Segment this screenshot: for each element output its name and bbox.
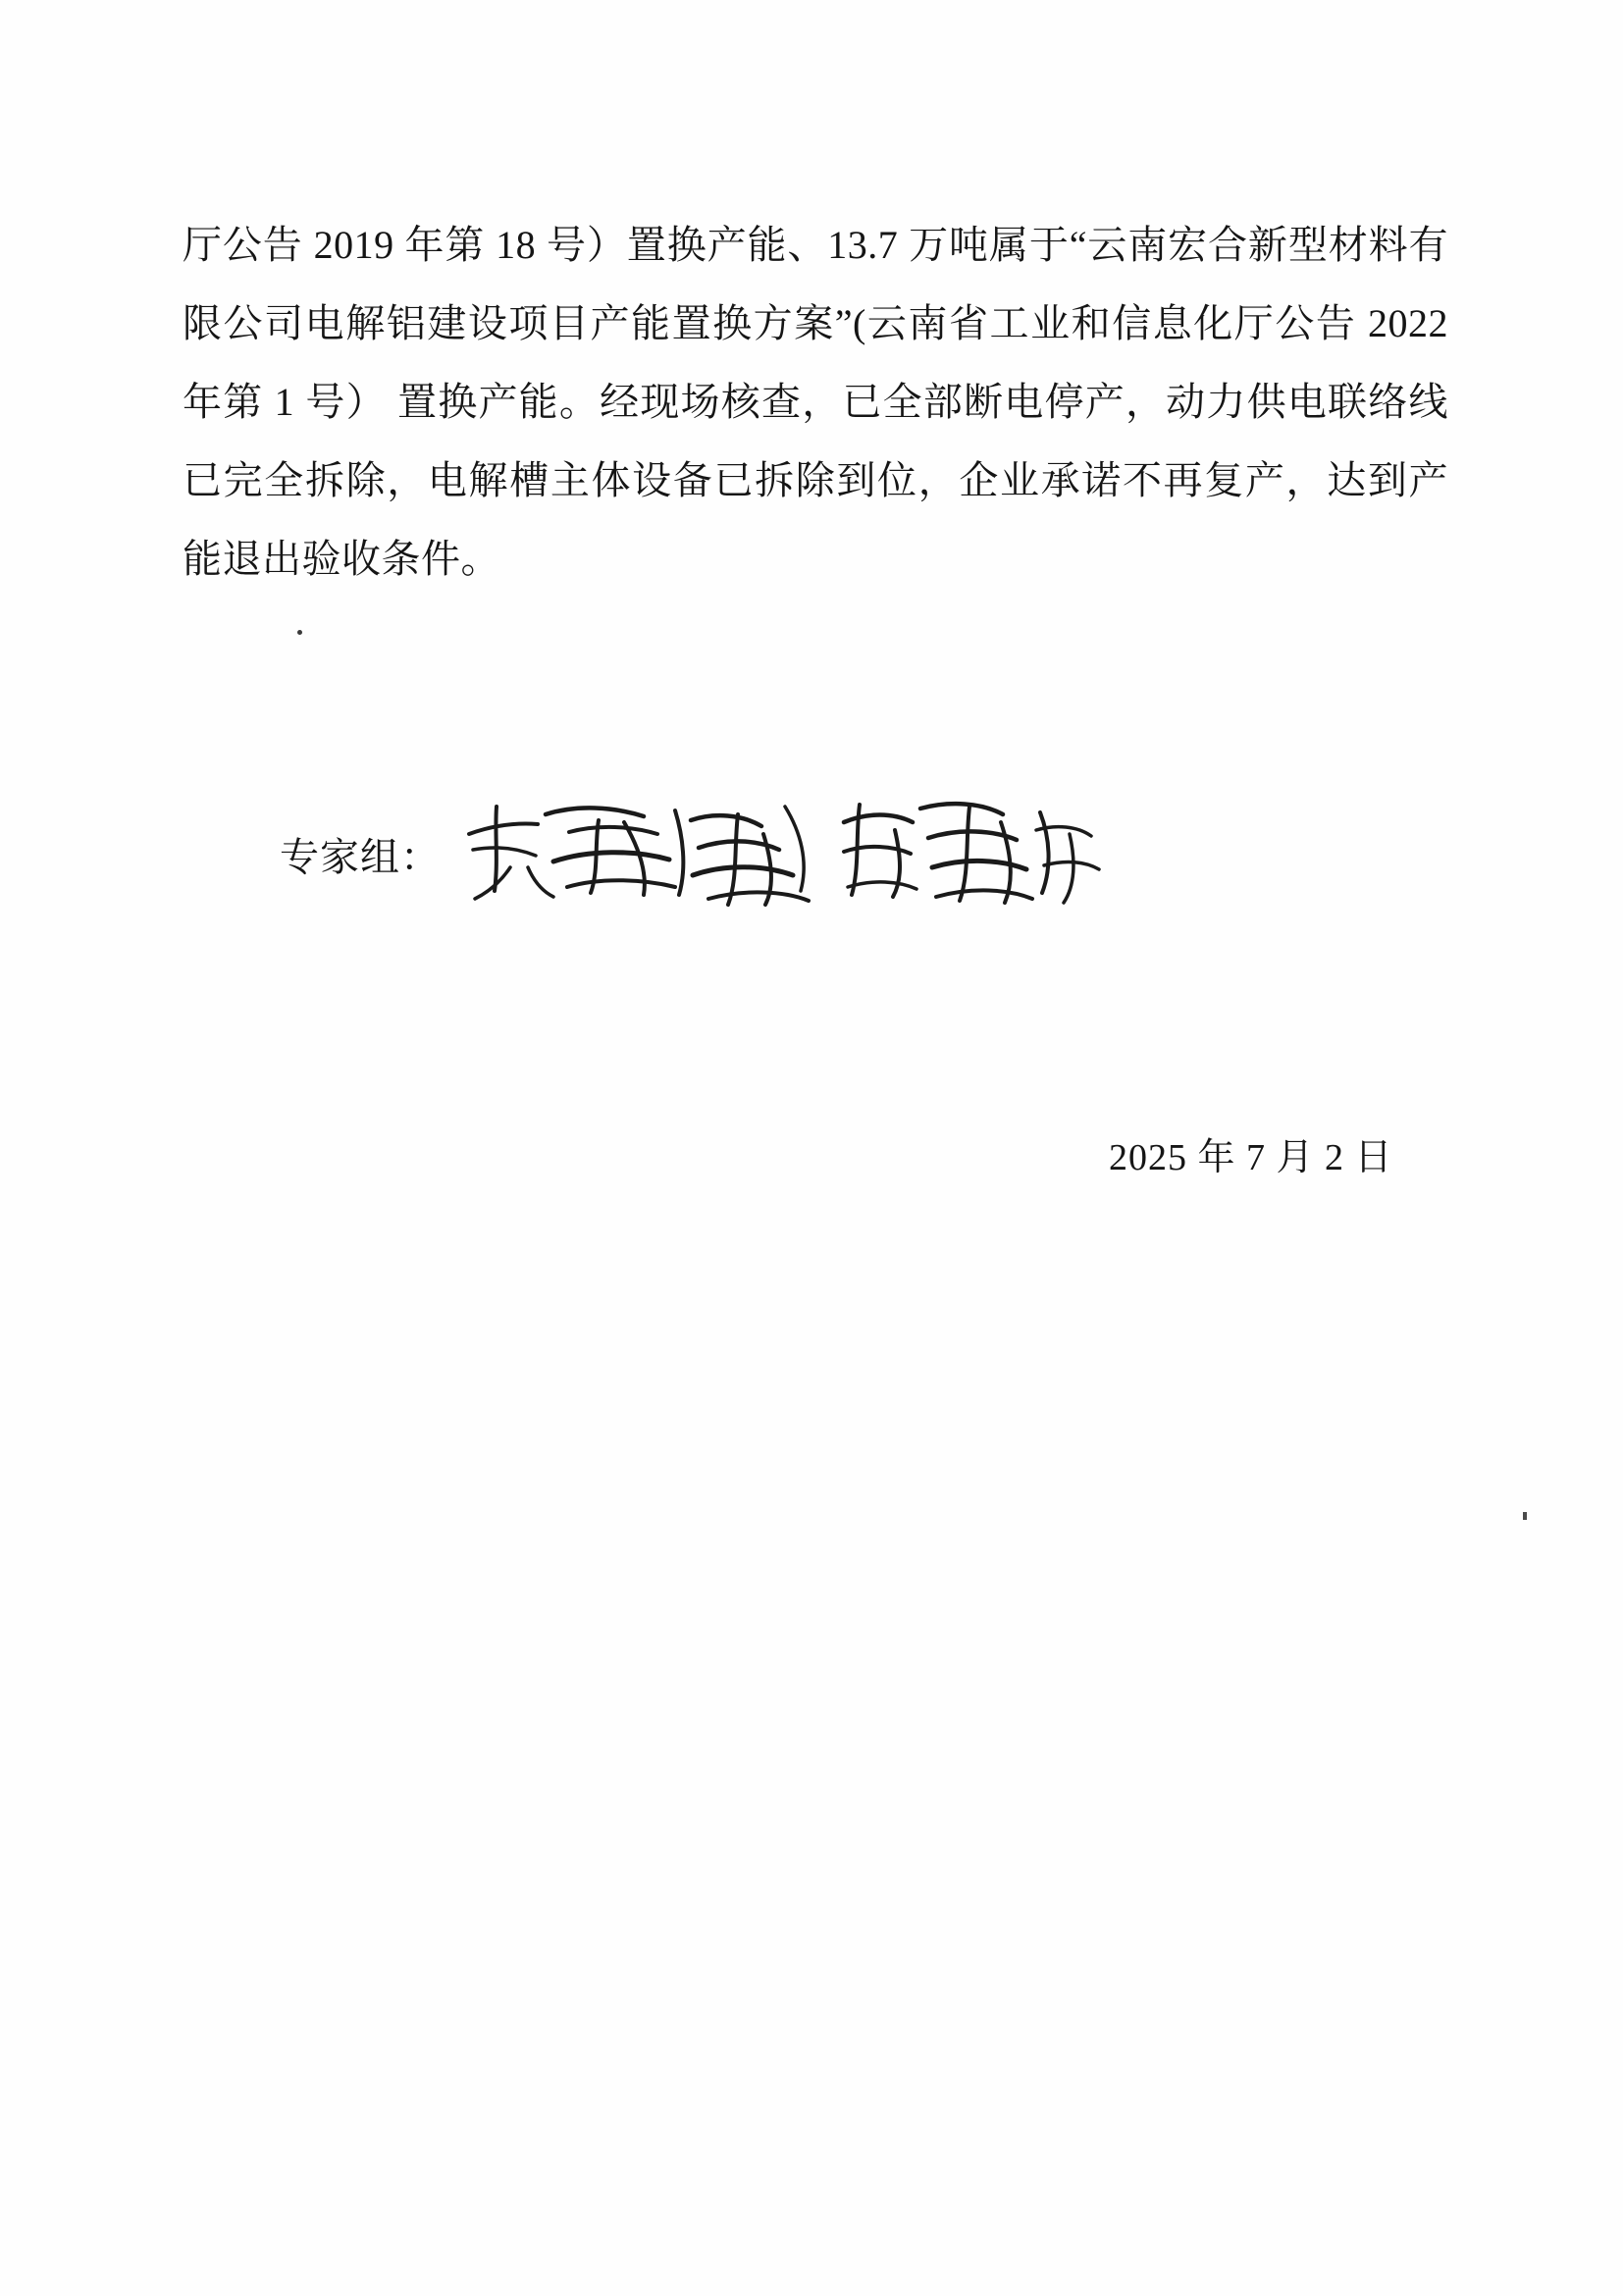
handwritten-signature: [451, 777, 1138, 924]
signature-label: 专家组：: [280, 835, 441, 879]
ink-mark-edge: [1523, 1512, 1527, 1520]
body-paragraph: [183, 206, 1448, 599]
paragraph-text: 厅公告 2019 年第 18 号）置换产能、13.7 万吨属于“云南宏合新型材料有限公司电解铝建设项目产能置换方案”(云南省工业和信息化厅公告 2022 年第 1 号） 置换产能。经现场核查，已全部断电停产，动力供电联络线已完全拆除，电解槽主体设备已拆除到位，企业承诺不再复产，达到产能退出验收条件。: [183, 223, 1448, 581]
ink-mark-dot: [297, 630, 302, 635]
signature-row: [280, 805, 1359, 932]
document-date: 2025 年 7 月 2 日: [1109, 1137, 1393, 1178]
